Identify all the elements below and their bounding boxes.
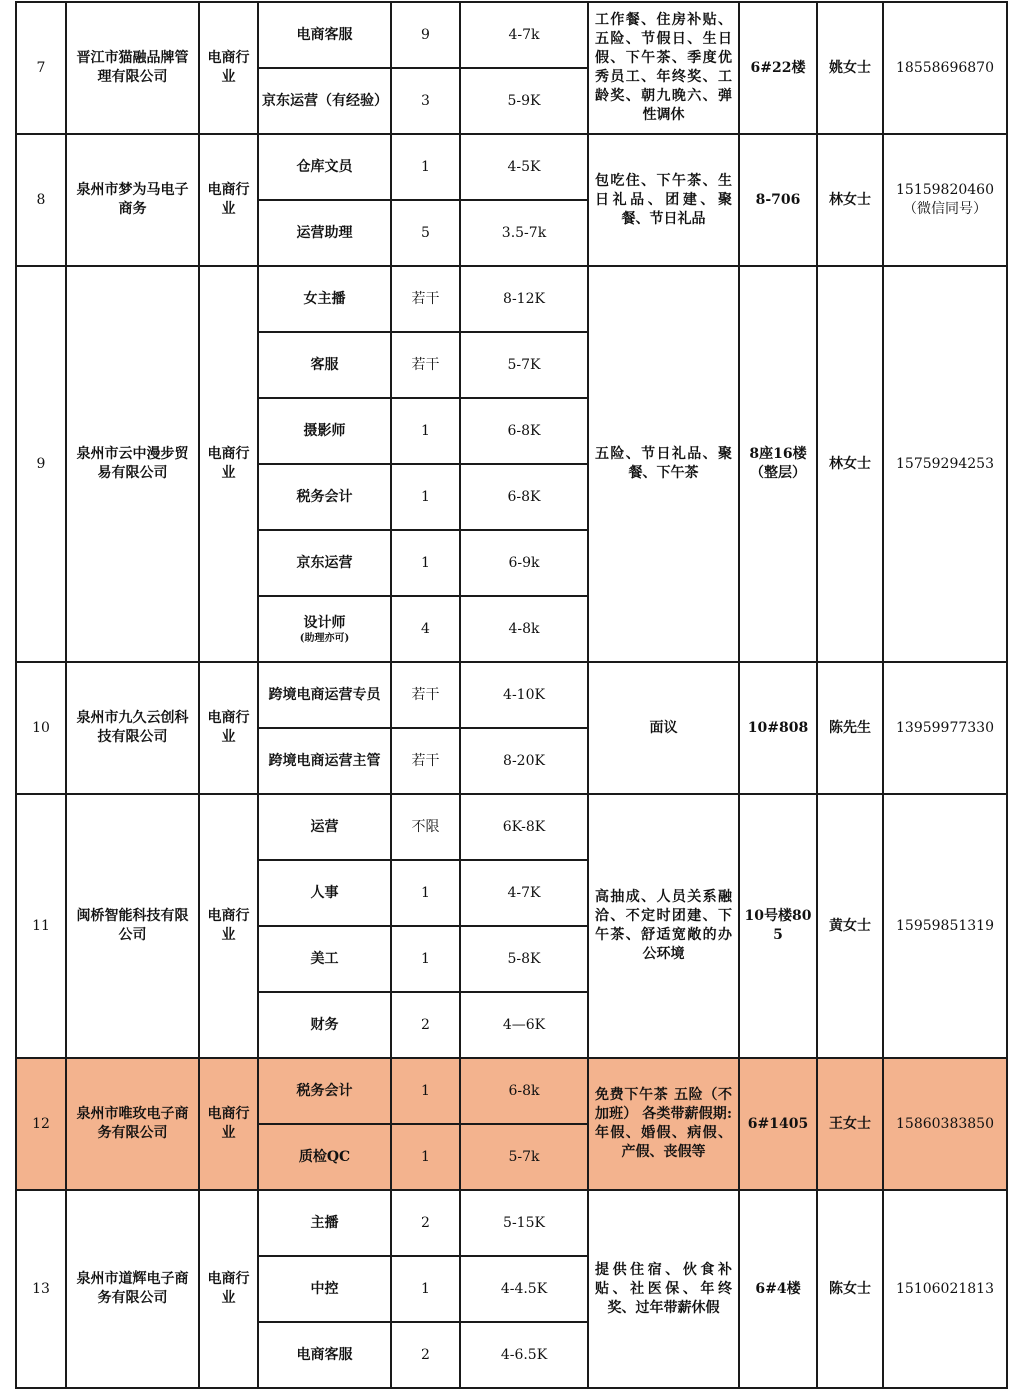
job-title: 客服 xyxy=(258,332,391,398)
job-title: 京东运营（有经验） xyxy=(258,68,391,134)
table-row xyxy=(16,794,1007,860)
contact-person: 黄女士 xyxy=(817,794,883,1058)
contact-person: 林女士 xyxy=(817,134,883,266)
table-row xyxy=(16,266,1007,332)
table-row xyxy=(16,134,1007,200)
job-title: 电商客服 xyxy=(258,2,391,68)
company-name: 晋江市猫融品牌管理有限公司 xyxy=(66,2,199,134)
address: 10#808 xyxy=(739,662,817,794)
job-count: 9 xyxy=(391,2,460,68)
job-title: 女主播 xyxy=(258,266,391,332)
job-title: 运营 xyxy=(258,794,391,860)
table-row xyxy=(16,1058,1007,1124)
company-number: 8 xyxy=(16,134,66,266)
job-title: 跨境电商运营专员 xyxy=(258,662,391,728)
job-salary: 5-15K xyxy=(460,1190,588,1256)
phone-number: 15159820460（微信同号） xyxy=(883,134,1007,266)
company-number: 7 xyxy=(16,2,66,134)
industry: 电商行业 xyxy=(199,1058,258,1190)
contact-person: 林女士 xyxy=(817,266,883,662)
job-count: 若干 xyxy=(391,266,460,332)
job-salary: 4-10K xyxy=(460,662,588,728)
contact-person: 陈先生 xyxy=(817,662,883,794)
job-count: 1 xyxy=(391,1058,460,1124)
job-title: 美工 xyxy=(258,926,391,992)
job-title: 人事 xyxy=(258,860,391,926)
contact-person: 王女士 xyxy=(817,1058,883,1190)
job-count: 1 xyxy=(391,1256,460,1322)
job-count: 若干 xyxy=(391,662,460,728)
job-title: 主播 xyxy=(258,1190,391,1256)
phone-number: 15959851319 xyxy=(883,794,1007,1058)
benefits: 工作餐、住房补贴、五险、节假日、生日假、下午茶、季度优秀员工、年终奖、工龄奖、朝九晚六、弹性调休 xyxy=(588,2,739,134)
job-salary: 4-6.5K xyxy=(460,1322,588,1388)
job-salary: 6-8k xyxy=(460,1058,588,1124)
job-count: 2 xyxy=(391,1322,460,1388)
job-title: 摄影师 xyxy=(258,398,391,464)
job-count: 若干 xyxy=(391,728,460,794)
job-salary: 6-8K xyxy=(460,464,588,530)
contact-person: 姚女士 xyxy=(817,2,883,134)
job-count: 1 xyxy=(391,134,460,200)
job-salary: 8-20K xyxy=(460,728,588,794)
job-salary: 4-5K xyxy=(460,134,588,200)
table-row xyxy=(16,662,1007,728)
job-count: 1 xyxy=(391,1124,460,1190)
company-number: 10 xyxy=(16,662,66,794)
job-title: 仓库文员 xyxy=(258,134,391,200)
benefits: 免费下午茶 五险（不加班） 各类带薪假期:年假、婚假、病假、产假、丧假等 xyxy=(588,1058,739,1190)
phone-number: 13959977330 xyxy=(883,662,1007,794)
job-title xyxy=(258,596,391,662)
benefits: 提供住宿、伙食补贴、社医保、年终奖、过年带薪休假 xyxy=(588,1190,739,1388)
job-salary: 6-9k xyxy=(460,530,588,596)
job-salary: 6-8K xyxy=(460,398,588,464)
job-title: 中控 xyxy=(258,1256,391,1322)
benefits: 包吃住、下午茶、生日礼品、团建、聚餐、节日礼品 xyxy=(588,134,739,266)
address: 6#4楼 xyxy=(739,1190,817,1388)
address: 6#22楼 xyxy=(739,2,817,134)
company-number: 11 xyxy=(16,794,66,1058)
phone-number: 15759294253 xyxy=(883,266,1007,662)
job-count: 2 xyxy=(391,992,460,1058)
company-name: 泉州市梦为马电子商务 xyxy=(66,134,199,266)
job-salary: 5-7k xyxy=(460,1124,588,1190)
company-number: 12 xyxy=(16,1058,66,1190)
job-salary: 4-7k xyxy=(460,2,588,68)
job-listings-table xyxy=(15,1,1008,1389)
job-title: 税务会计 xyxy=(258,464,391,530)
phone-number: 15860383850 xyxy=(883,1058,1007,1190)
company-number: 13 xyxy=(16,1190,66,1388)
job-count: 1 xyxy=(391,860,460,926)
job-title-note: (助理亦可) xyxy=(299,632,350,644)
company-name: 泉州市道辉电子商务有限公司 xyxy=(66,1190,199,1388)
industry: 电商行业 xyxy=(199,266,258,662)
contact-person: 陈女士 xyxy=(817,1190,883,1388)
address: 6#1405 xyxy=(739,1058,817,1190)
company-name: 泉州市唯玫电子商务有限公司 xyxy=(66,1058,199,1190)
job-count: 5 xyxy=(391,200,460,266)
industry: 电商行业 xyxy=(199,2,258,134)
job-salary: 4—6K xyxy=(460,992,588,1058)
job-title: 财务 xyxy=(258,992,391,1058)
job-count: 3 xyxy=(391,68,460,134)
table-row xyxy=(16,2,1007,68)
job-salary: 4-7K xyxy=(460,860,588,926)
job-title: 电商客服 xyxy=(258,1322,391,1388)
job-salary: 8-12K xyxy=(460,266,588,332)
company-name: 闽桥智能科技有限公司 xyxy=(66,794,199,1058)
job-salary: 5-9K xyxy=(460,68,588,134)
phone-number: 15106021813 xyxy=(883,1190,1007,1388)
job-salary: 4-8k xyxy=(460,596,588,662)
job-count: 1 xyxy=(391,530,460,596)
company-name: 泉州市九久云创科技有限公司 xyxy=(66,662,199,794)
address: 8-706 xyxy=(739,134,817,266)
industry: 电商行业 xyxy=(199,794,258,1058)
industry: 电商行业 xyxy=(199,134,258,266)
job-count: 不限 xyxy=(391,794,460,860)
job-count: 1 xyxy=(391,464,460,530)
job-salary: 5-7K xyxy=(460,332,588,398)
job-title: 跨境电商运营主管 xyxy=(258,728,391,794)
job-title: 运营助理 xyxy=(258,200,391,266)
job-title: 京东运营 xyxy=(258,530,391,596)
phone-number: 18558696870 xyxy=(883,2,1007,134)
industry: 电商行业 xyxy=(199,662,258,794)
benefits: 高抽成、人员关系融洽、不定时团建、下午茶、舒适宽敞的办公环境 xyxy=(588,794,739,1058)
job-count: 2 xyxy=(391,1190,460,1256)
industry: 电商行业 xyxy=(199,1190,258,1388)
job-title: 税务会计 xyxy=(258,1058,391,1124)
job-count: 若干 xyxy=(391,332,460,398)
job-salary: 5-8K xyxy=(460,926,588,992)
job-title: 质检QC xyxy=(258,1124,391,1190)
job-salary: 6K-8K xyxy=(460,794,588,860)
job-count: 1 xyxy=(391,926,460,992)
company-name: 泉州市云中漫步贸易有限公司 xyxy=(66,266,199,662)
address: 8座16楼（整层） xyxy=(739,266,817,662)
table-row xyxy=(16,1190,1007,1256)
address: 10号楼805 xyxy=(739,794,817,1058)
job-count: 1 xyxy=(391,398,460,464)
company-number: 9 xyxy=(16,266,66,662)
job-count: 4 xyxy=(391,596,460,662)
benefits: 面议 xyxy=(588,662,739,794)
job-title-text: 设计师 xyxy=(303,614,346,631)
benefits: 五险、节日礼品、聚餐、下午茶 xyxy=(588,266,739,662)
job-salary: 4-4.5K xyxy=(460,1256,588,1322)
job-salary: 3.5-7k xyxy=(460,200,588,266)
